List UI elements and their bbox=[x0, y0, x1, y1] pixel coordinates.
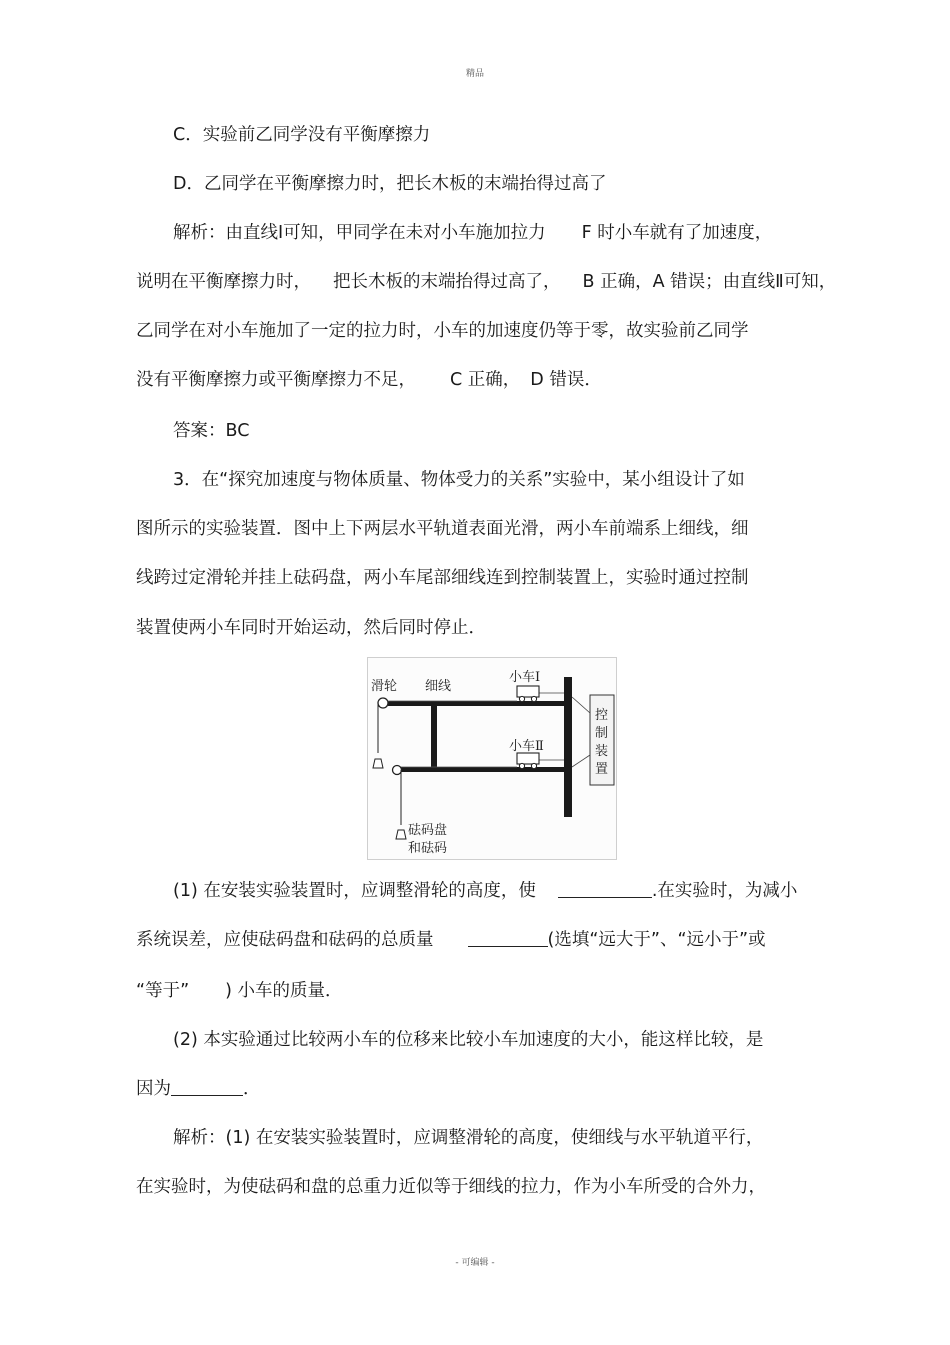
weight-icon-lower bbox=[396, 830, 406, 839]
solution-2-line-1: 解析：(1) 在安装实验装置时，应调整滑轮的高度，使细线与水平轨道平行， bbox=[173, 1128, 764, 1148]
subquestion-1-text: .在实验时，为减小 bbox=[651, 881, 798, 901]
subquestion-1-line-1 bbox=[173, 880, 797, 902]
label-weights-line-2: 和砝码 bbox=[408, 841, 448, 856]
diagram-frame bbox=[368, 658, 617, 860]
cart-2-wheel-icon bbox=[531, 763, 536, 768]
subquestion-1-text: (选填“远大于”、“远小于”或 bbox=[547, 930, 766, 950]
cart-2-wheel-icon bbox=[519, 763, 524, 768]
label-pulley: 滑轮 bbox=[371, 679, 398, 694]
label-control-char: 控 bbox=[595, 708, 609, 723]
subquestion-1-text: “等于” bbox=[136, 981, 190, 1001]
solution-1-text: D 错误． bbox=[530, 370, 602, 390]
label-control-char: 置 bbox=[595, 762, 609, 777]
solution-1-text: 没有平衡摩擦力或平衡摩擦力不足， bbox=[136, 370, 416, 390]
subquestion-2-line-2 bbox=[136, 1078, 261, 1100]
cart-2-icon bbox=[517, 753, 539, 764]
subquestion-2-text: 因为 bbox=[136, 1079, 171, 1099]
question-3-line-2: 图所示的实验装置．图中上下两层水平轨道表面光滑，两小车前端系上细线，细 bbox=[136, 519, 749, 539]
answer-line: 答案：BC bbox=[173, 421, 250, 441]
label-weights-line-1: 砝码盘 bbox=[408, 823, 448, 838]
cart-1-icon bbox=[517, 686, 539, 697]
option-d: D．乙同学在平衡摩擦力时，把长木板的末端抬得过高了 bbox=[173, 174, 607, 194]
label-control-char: 制 bbox=[595, 726, 609, 741]
solution-1-text: 说明在平衡摩擦力时， bbox=[136, 272, 311, 292]
solution-1-text: 解析：由直线Ⅰ可知，甲同学在未对小车施加拉力 bbox=[173, 223, 546, 243]
solution-1-text: 把长木板的末端抬得过高了， bbox=[333, 272, 561, 292]
upper-track bbox=[388, 701, 568, 706]
apparatus-diagram bbox=[367, 657, 617, 860]
subquestion-2-line-1: (2) 本实验通过比较两小车的位移来比较小车加速度的大小，能这样比较，是 bbox=[173, 1030, 764, 1050]
subquestion-1-text: 系统误差，应使砝码盘和砝码的总质量 bbox=[136, 930, 434, 950]
solution-1-text: C 正确， bbox=[450, 370, 521, 390]
answer-blank-3[interactable] bbox=[171, 1078, 243, 1096]
question-3-line-1: 3．在“探究加速度与物体质量、物体受力的关系”实验中，某小组设计了如 bbox=[173, 470, 745, 490]
cart-1-wheel-icon bbox=[519, 696, 524, 701]
solution-2-line-2: 在实验时，为使砝码和盘的总重力近似等于细线的拉力，作为小车所受的合外力， bbox=[136, 1177, 766, 1197]
solution-1-text: F 时小车就有了加速度， bbox=[581, 223, 773, 243]
solution-1-line-3: 乙同学在对小车施加了一定的拉力时，小车的加速度仍等于零，故实验前乙同学 bbox=[136, 321, 749, 341]
lower-pulley-icon bbox=[393, 766, 402, 775]
label-string: 细线 bbox=[425, 679, 452, 694]
connector-bar bbox=[431, 706, 437, 767]
solution-1-line-2 bbox=[136, 271, 836, 293]
option-c: C．实验前乙同学没有平衡摩擦力 bbox=[173, 125, 431, 145]
label-cart-1: 小车Ⅰ bbox=[509, 670, 541, 685]
weight-icon-upper bbox=[373, 759, 383, 768]
subquestion-1-line-3 bbox=[136, 980, 343, 1002]
page-header: 精品 bbox=[465, 69, 484, 79]
solution-1-text: B 正确，A 错误；由直线Ⅱ可知， bbox=[582, 272, 837, 292]
answer-blank-2[interactable] bbox=[468, 929, 548, 947]
subquestion-1-text: (1) 在安装实验装置时，应调整滑轮的高度，使 bbox=[173, 881, 536, 901]
lower-track bbox=[399, 767, 568, 772]
rear-vertical-bar bbox=[564, 677, 572, 817]
answer-blank-1[interactable] bbox=[558, 880, 652, 898]
label-control-char: 装 bbox=[595, 744, 609, 759]
solution-1-line-1 bbox=[173, 222, 772, 244]
page-footer: - 可编辑 - bbox=[455, 1258, 495, 1268]
subquestion-2-text: ． bbox=[243, 1079, 261, 1099]
solution-1-line-4 bbox=[136, 369, 602, 391]
subquestion-1-text: ) 小车的质量． bbox=[225, 981, 343, 1001]
label-cart-2: 小车Ⅱ bbox=[509, 739, 544, 754]
cart-1-wheel-icon bbox=[531, 696, 536, 701]
upper-pulley-icon bbox=[378, 698, 388, 708]
subquestion-1-line-2 bbox=[136, 929, 766, 951]
question-3-line-3: 线跨过定滑轮并挂上砝码盘，两小车尾部细线连到控制装置上，实验时通过控制 bbox=[136, 568, 749, 588]
question-3-line-4: 装置使两小车同时开始运动，然后同时停止． bbox=[136, 618, 486, 638]
apparatus-svg bbox=[367, 657, 617, 860]
